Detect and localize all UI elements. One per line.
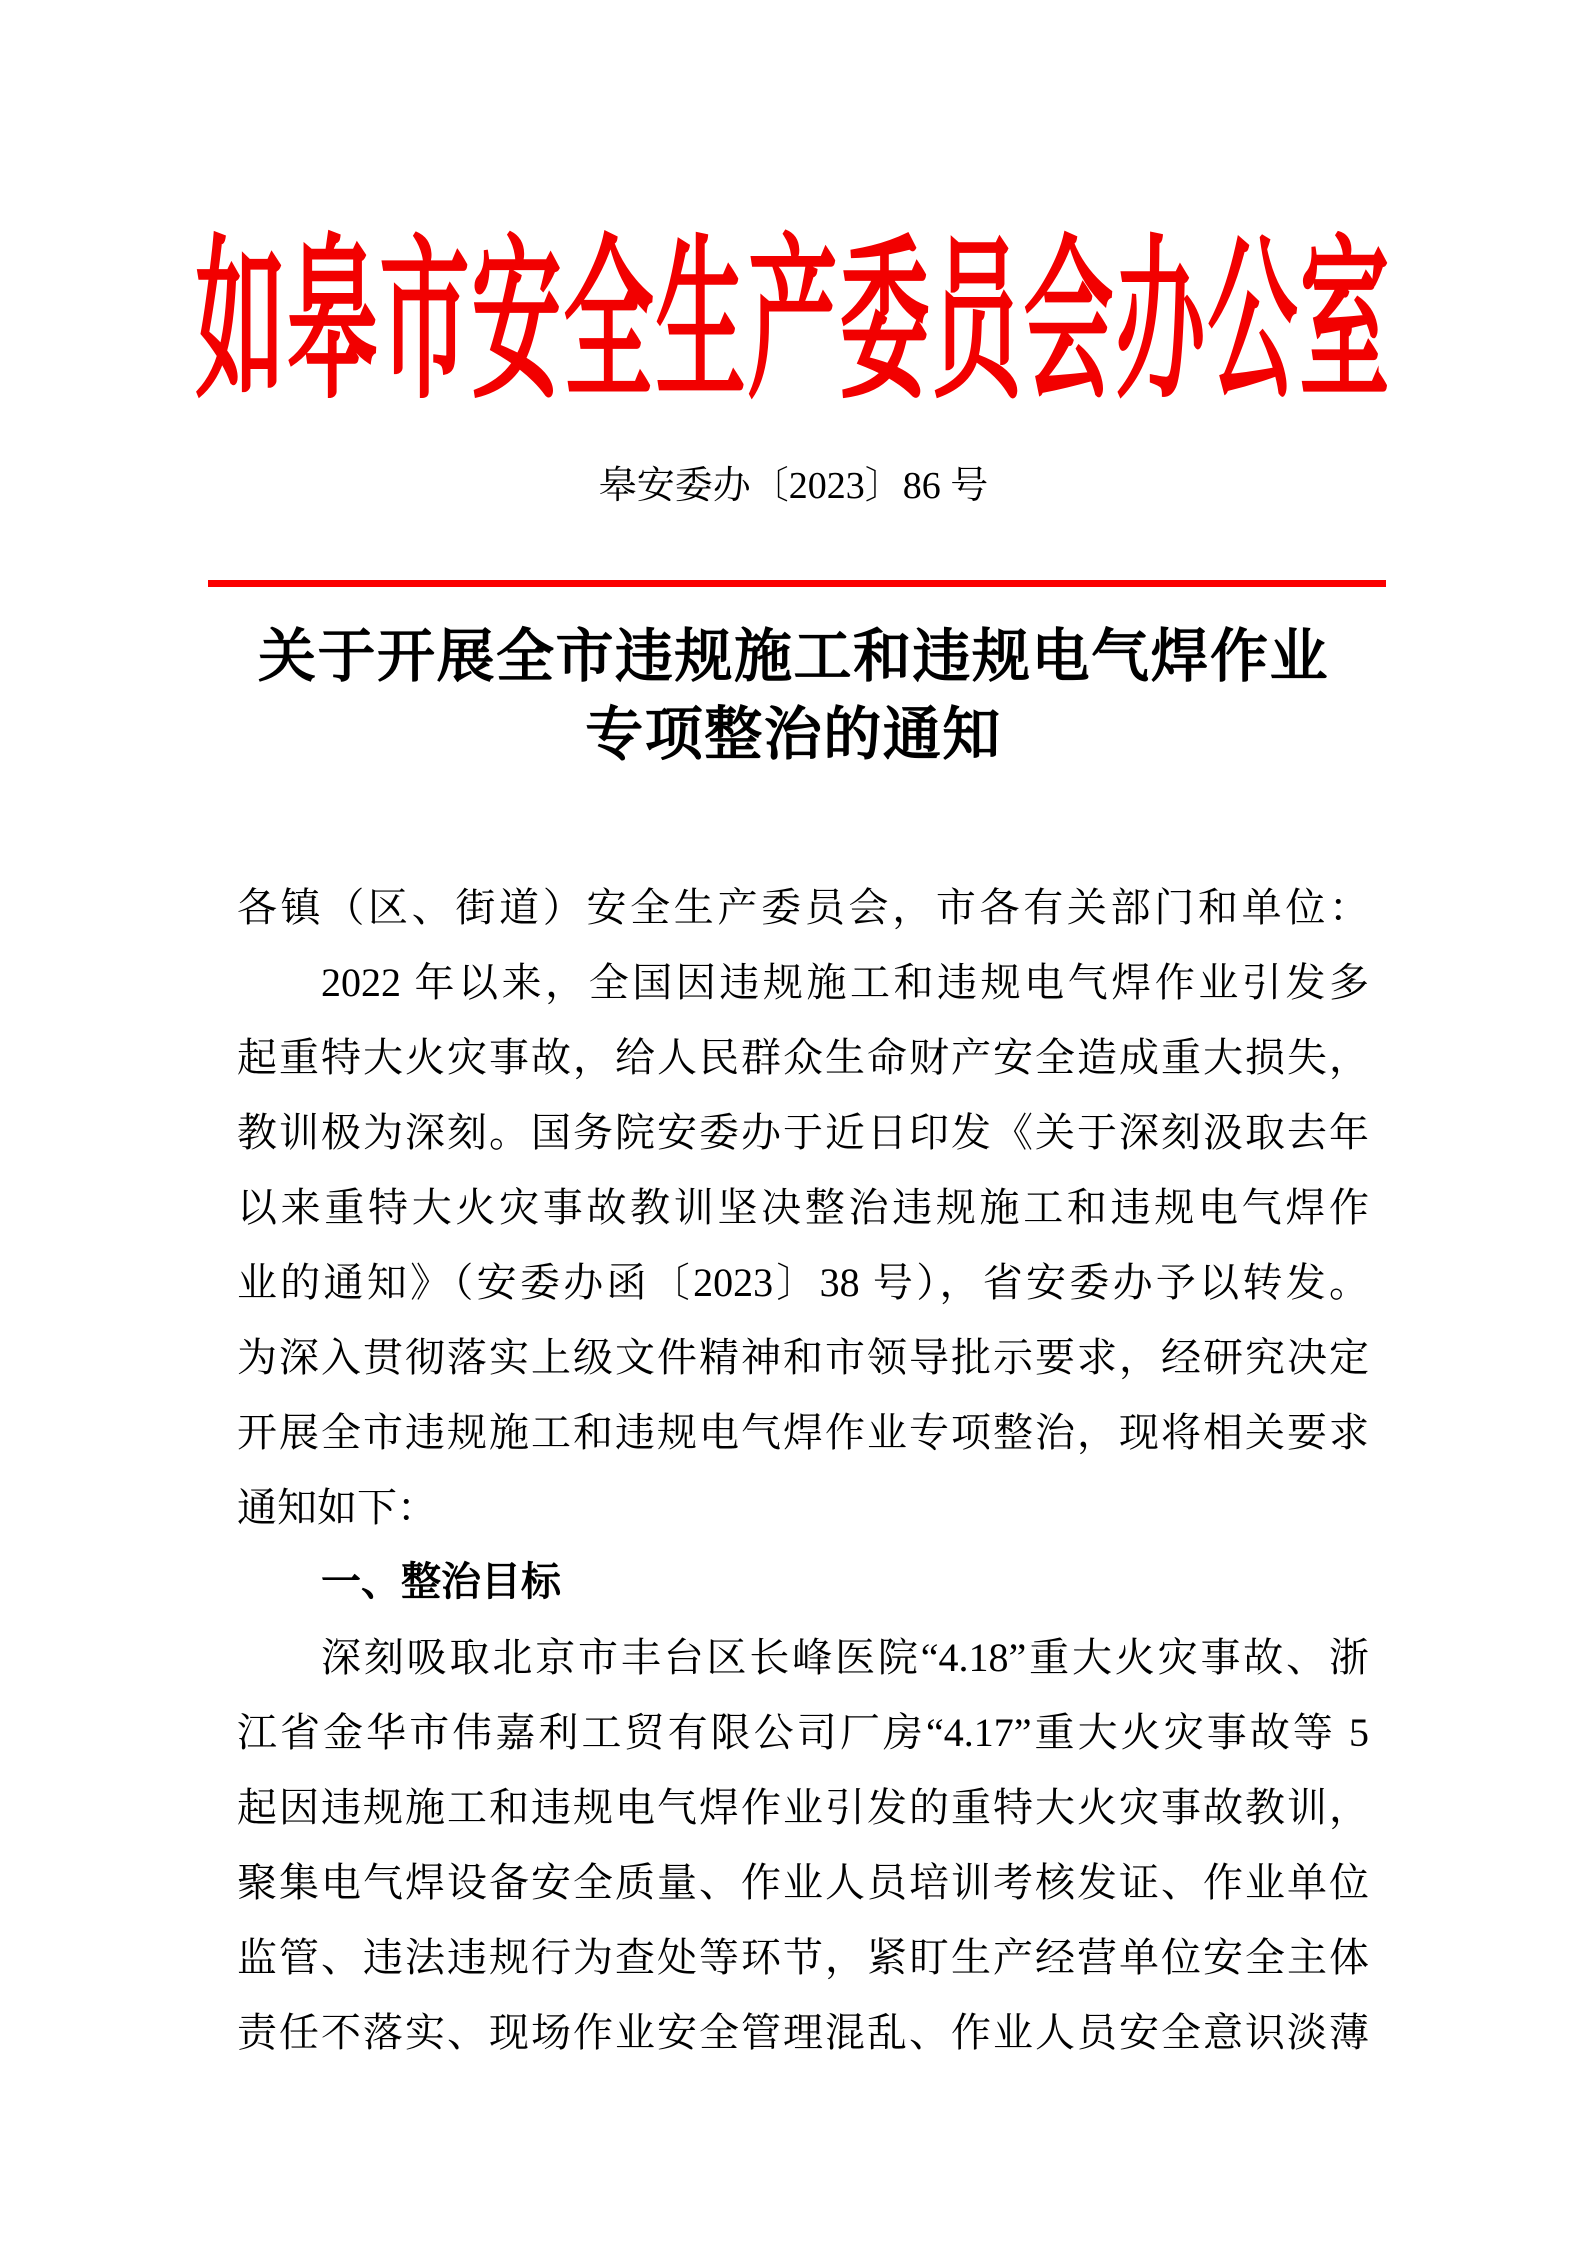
body-section-heading: 一、整治目标	[321, 1560, 561, 1604]
document-title	[0, 618, 1587, 774]
body-line: 为深入贯彻落实上级文件精神和市领导批示要求，经研究决定	[237, 1335, 1369, 1380]
doc-number: 皋安委办〔2023〕86 号	[598, 465, 989, 507]
document-title-line-1: 关于开展全市违规施工和违规电气焊作业	[257, 624, 1329, 689]
body-line: 江省金华市伟嘉利工贸有限公司厂房“4.17”重大火灾事故等 5	[237, 1710, 1369, 1755]
body-line: 监管、违法违规行为查处等环节，紧盯生产经营单位安全主体	[237, 1935, 1369, 1980]
body-line: 教训极为深刻。国务院安委办于近日印发《关于深刻汲取去年	[237, 1110, 1369, 1155]
body-line: 以来重特大火灾事故教训坚决整治违规施工和违规电气焊作	[237, 1185, 1369, 1230]
body-line: 聚集电气焊设备安全质量、作业人员培训考核发证、作业单位	[237, 1860, 1369, 1905]
body-line: 开展全市违规施工和违规电气焊作业专项整治，现将相关要求	[237, 1410, 1369, 1455]
document-title-line-2: 专项整治的通知	[585, 702, 1002, 767]
body-line: 起重特大火灾事故，给人民群众生命财产安全造成重大损失，	[237, 1035, 1369, 1080]
letterhead-divider-rule	[208, 580, 1386, 587]
document-body	[237, 870, 1369, 2070]
body-line: 深刻吸取北京市丰台区长峰医院“4.18”重大火灾事故、浙	[321, 1635, 1369, 1680]
letterhead	[0, 227, 1587, 421]
body-line: 各镇（区、街道）安全生产委员会，市各有关部门和单位：	[237, 885, 1369, 930]
body-line: 通知如下：	[237, 1485, 437, 1530]
body-line: 责任不落实、现场作业安全管理混乱、作业人员安全意识淡薄	[237, 2010, 1369, 2055]
body-line: 起因违规施工和违规电气焊作业引发的重特大火灾事故教训，	[237, 1785, 1369, 1830]
body-line: 2022 年以来，全国因违规施工和违规电气焊作业引发多	[321, 960, 1369, 1005]
body-line: 业的通知》（安委办函〔2023〕38 号），省安委办予以转发。	[237, 1260, 1369, 1305]
letterhead-org-name: 如皋市安全生产委员会办公室	[195, 227, 1392, 421]
